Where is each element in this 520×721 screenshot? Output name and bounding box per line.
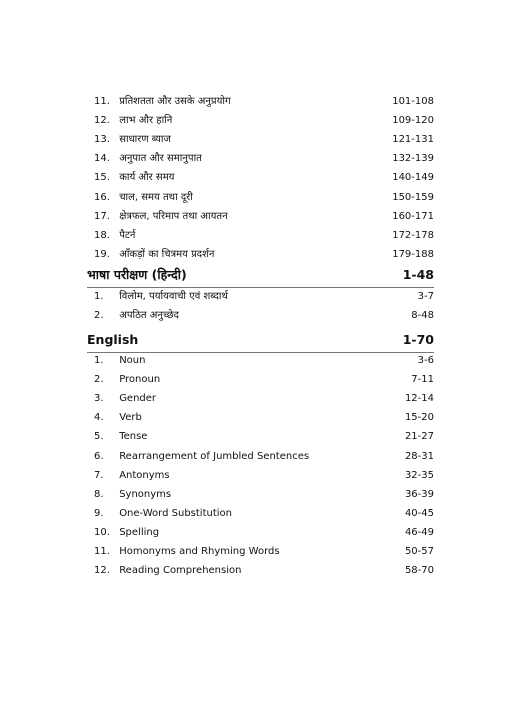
- toc-entry: [94, 505, 434, 523]
- toc-entry-number: 15.: [94, 172, 110, 184]
- toc-entry-pages: 121-131: [392, 134, 434, 146]
- toc-entry-title: Antonyms: [119, 469, 170, 481]
- toc-entry: [94, 93, 434, 111]
- toc-entry-pages: 150-159: [392, 191, 434, 203]
- toc-entry-title: Rearrangement of Jumbled Sentences: [119, 450, 310, 462]
- toc-entry-number: 1.: [94, 355, 104, 366]
- toc-entry-number: 10.: [94, 526, 110, 538]
- toc-entry: [94, 227, 434, 245]
- toc-entry-number: 12.: [94, 565, 110, 577]
- toc-entry-title: साधारण ब्याज: [119, 134, 171, 146]
- toc-entry: [94, 390, 434, 408]
- toc-entry-title: Noun: [119, 355, 146, 366]
- toc-entry-pages: 58-70: [404, 565, 434, 577]
- toc-entry-pages: 32-35: [404, 469, 434, 481]
- toc-entry: [94, 543, 434, 561]
- toc-entry-label: [94, 189, 193, 207]
- toc-entry-title: अपठित अनुच्छेद: [119, 310, 179, 321]
- toc-entry-pages: 36-39: [404, 488, 434, 500]
- toc-entry-label: [94, 524, 159, 542]
- toc-entry: [94, 562, 434, 580]
- toc-entry-title: आँकड़ों का चित्रमय प्रदर्शन: [119, 248, 215, 260]
- toc-entry-number: 9.: [94, 507, 104, 519]
- toc-entry: [94, 467, 434, 485]
- toc-entry-label: [94, 448, 309, 466]
- toc-entry-number: 19.: [94, 248, 110, 260]
- toc-entry-number: 11.: [94, 546, 110, 557]
- toc-entry-title: Tense: [119, 431, 148, 443]
- toc-entry: [94, 448, 434, 466]
- hindi-section-pages: 1-48: [402, 267, 434, 282]
- toc-entry-number: 6.: [94, 450, 104, 462]
- toc-entry-title: विलोम, पर्यायवाची एवं शब्दार्थ: [119, 291, 228, 302]
- toc-entry-title: क्षेत्रफल, परिमाप तथा आयतन: [119, 210, 228, 222]
- toc-entry: [94, 524, 434, 542]
- toc-entry-label: [94, 208, 228, 226]
- toc-entry-label: [94, 150, 202, 168]
- toc-entry-pages: 15-20: [404, 412, 434, 424]
- toc-entry-label: [94, 428, 147, 446]
- toc-entry-number: 11.: [94, 96, 110, 107]
- toc-entry: [94, 409, 434, 427]
- toc-entry-title: Reading Comprehension: [119, 565, 242, 577]
- toc-entry-pages: 50-57: [404, 546, 434, 557]
- toc-entry: [94, 371, 434, 389]
- toc-entry-pages: 132-139: [392, 153, 434, 165]
- toc-entry-pages: 101-108: [392, 96, 434, 107]
- toc-entry: [94, 112, 434, 130]
- toc-entry-number: 16.: [94, 191, 110, 203]
- toc-entry-pages: 160-171: [392, 210, 434, 222]
- toc-entry-label: [94, 131, 171, 149]
- toc-entry-label: [94, 543, 280, 561]
- toc-entry: [94, 208, 434, 226]
- toc-entry: [94, 131, 434, 149]
- toc-entry-number: 12.: [94, 115, 110, 127]
- toc-entry-label: [94, 371, 160, 389]
- toc-entry-title: पैटर्न: [119, 229, 136, 241]
- toc-entry: [94, 169, 434, 187]
- toc-entry: [94, 288, 434, 306]
- toc-entry-number: 4.: [94, 412, 104, 424]
- toc-entry-number: 13.: [94, 134, 110, 146]
- toc-entry-title: One-Word Substitution: [119, 507, 232, 519]
- toc-entry-pages: 140-149: [392, 172, 434, 184]
- toc-entry-title: चाल, समय तथा दूरी: [119, 191, 193, 203]
- toc-entry-pages: 28-31: [404, 450, 434, 462]
- english-section-pages: 1-70: [402, 332, 434, 347]
- toc-entry-title: प्रतिशतता और उसके अनुप्रयोग: [119, 96, 231, 107]
- toc-entry-number: 8.: [94, 488, 104, 500]
- toc-entry-number: 2.: [94, 310, 104, 321]
- toc-entry-number: 5.: [94, 431, 104, 443]
- english-section-title: English: [87, 332, 139, 347]
- toc-entry-number: 3.: [94, 393, 104, 405]
- toc-entry: [94, 189, 434, 207]
- toc-entry-title: Gender: [119, 393, 157, 405]
- toc-entry-pages: 40-45: [404, 507, 434, 519]
- toc-entry-title: Homonyms and Rhyming Words: [119, 546, 280, 557]
- toc-entry-label: [94, 467, 170, 485]
- toc-entry-title: Verb: [119, 412, 142, 424]
- toc-entry: [94, 307, 434, 325]
- toc-entry-pages: 7-11: [411, 374, 434, 386]
- toc-entry-label: [94, 93, 231, 111]
- toc-entry-number: 17.: [94, 210, 110, 222]
- toc-entry-number: 18.: [94, 229, 110, 241]
- toc-entry-label: [94, 288, 228, 306]
- toc-entry-pages: 172-178: [392, 229, 434, 241]
- hindi-section-title: भाषा परीक्षण (हिन्दी): [87, 267, 187, 282]
- toc-entry-label: [94, 409, 142, 427]
- toc-entry-label: [94, 486, 171, 504]
- toc-entry-number: 14.: [94, 153, 110, 165]
- toc-entry-label: [94, 227, 135, 245]
- toc-entry-label: [94, 562, 241, 580]
- hindi-section-header: [87, 264, 434, 286]
- toc-entry-pages: 12-14: [404, 393, 434, 405]
- toc-entry-label: [94, 505, 232, 523]
- toc-entry-label: [94, 352, 145, 370]
- english-section-header: [87, 329, 434, 351]
- toc-entry-number: 2.: [94, 374, 104, 386]
- toc-entry-label: [94, 246, 214, 264]
- toc-entry-title: Spelling: [119, 526, 160, 538]
- toc-entry-title: अनुपात और समानुपात: [119, 153, 202, 165]
- toc-entry-label: [94, 112, 172, 130]
- toc-entry-number: 1.: [94, 291, 104, 302]
- toc-entry: [94, 486, 434, 504]
- toc-entry-pages: 179-188: [392, 248, 434, 260]
- toc-entry-label: [94, 390, 156, 408]
- toc-entry-label: [94, 169, 174, 187]
- toc-entry-title: कार्य और समय: [119, 172, 175, 184]
- toc-entry-title: Pronoun: [119, 374, 161, 386]
- toc-entry-title: Synonyms: [119, 488, 172, 500]
- toc-entry-number: 7.: [94, 469, 104, 481]
- toc-entry-pages: 3-7: [417, 291, 434, 302]
- toc-entry: [94, 246, 434, 264]
- toc-entry-pages: 8-48: [411, 310, 434, 321]
- toc-entry-pages: 109-120: [392, 115, 434, 127]
- toc-entry-pages: 21-27: [404, 431, 434, 443]
- toc-entry-pages: 3-6: [417, 355, 434, 366]
- toc-entry: [94, 150, 434, 168]
- toc-entry-title: लाभ और हानि: [119, 115, 173, 127]
- toc-entry-pages: 46-49: [404, 526, 434, 538]
- toc-entry: [94, 428, 434, 446]
- toc-entry-label: [94, 307, 179, 325]
- toc-entry: [94, 352, 434, 370]
